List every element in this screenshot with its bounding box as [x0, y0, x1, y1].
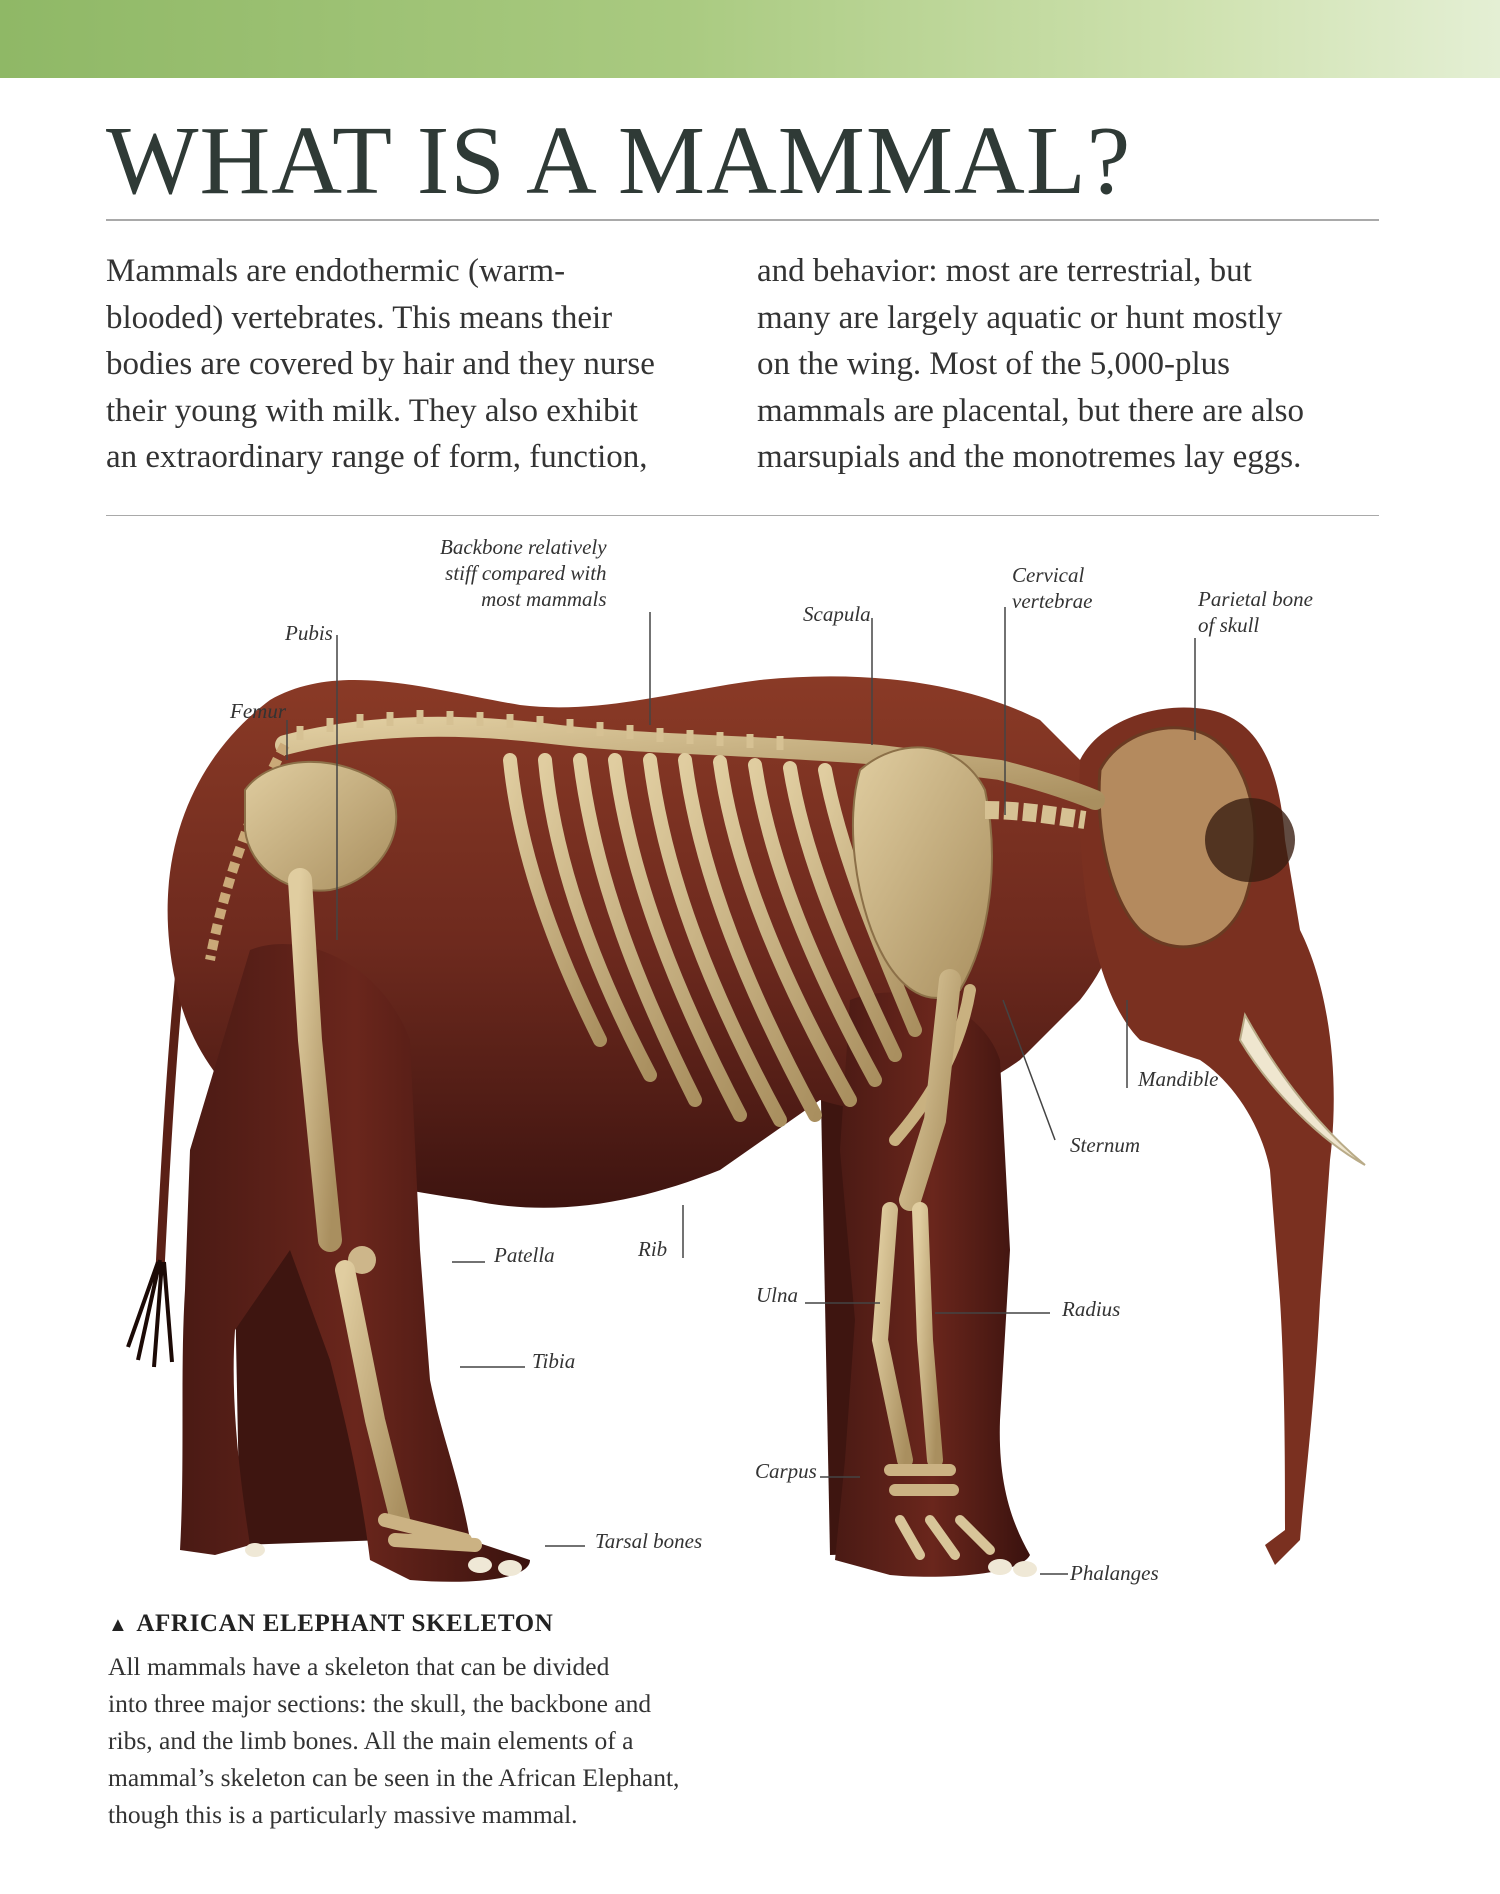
label-rib: Rib — [638, 1237, 668, 1261]
elephant-illustration — [0, 520, 1500, 1610]
intro-line: bodies are covered by hair and they nurse — [106, 346, 655, 382]
intro-line: many are largely aquatic or hunt mostly — [757, 299, 1283, 336]
intro-line: an extraordinary range of form, function, — [106, 439, 648, 475]
intro-line: and behavior: most are terrestrial, but — [757, 253, 1252, 289]
elephant-skeleton-figure — [0, 520, 1500, 1610]
caption-line: into three major sections: the skull, the backbone and — [108, 1689, 652, 1718]
label-backbone: Backbone relatively stiff compared with most mammals — [440, 535, 607, 611]
intro-line: on the wing. Most of the 5,000-plus — [757, 346, 1230, 382]
intro-column-right — [757, 248, 1382, 481]
caption-line: mammal’s skeleton can be seen in the African Elephant, — [108, 1763, 680, 1792]
label-pubis: Pubis — [285, 621, 333, 645]
label-radius: Radius — [1062, 1297, 1121, 1321]
label-femur: Femur — [230, 699, 286, 723]
skull-eye-socket — [1205, 798, 1295, 882]
label-phalanges: Phalanges — [1070, 1561, 1159, 1585]
intro-line: blooded) vertebrates. This means their — [106, 299, 613, 336]
caption-line: though this is a particularly massive mammal. — [108, 1800, 578, 1829]
label-patella: Patella — [494, 1243, 555, 1267]
tail-tuft — [128, 1260, 172, 1367]
intro-line: mammals are placental, but there are also — [757, 392, 1304, 429]
label-mandible: Mandible — [1138, 1067, 1219, 1091]
intro-line: marsupials and the monotremes lay eggs. — [757, 439, 1302, 475]
caption-line: ribs, and the limb bones. All the main elements of a — [108, 1726, 634, 1755]
caption-line: All mammals have a skeleton that can be divided — [108, 1652, 610, 1681]
figure-divider — [106, 515, 1379, 516]
triangle-pointer-icon: ▲ — [108, 1614, 129, 1636]
intro-line: Mammals are endothermic (warm- — [106, 253, 566, 289]
label-tarsal-bones: Tarsal bones — [595, 1529, 703, 1553]
label-tibia: Tibia — [532, 1349, 576, 1373]
label-parietal-bone: Parietal bone of skull — [1198, 587, 1313, 637]
intro-line: their young with milk. They also exhibit — [106, 392, 638, 429]
label-scapula: Scapula — [803, 602, 871, 626]
label-carpus: Carpus — [755, 1459, 817, 1483]
caption-heading: ▲ AFRICAN ELEPHANT SKELETON — [108, 1610, 554, 1637]
intro-column-left — [106, 248, 731, 481]
label-cervical-vertebrae: Cervical vertebrae — [1012, 563, 1093, 613]
title-divider — [106, 219, 1379, 221]
label-ulna: Ulna — [756, 1283, 798, 1307]
label-sternum: Sternum — [1070, 1133, 1140, 1157]
caption-body — [108, 1648, 788, 1833]
page-title: WHAT IS A MAMMAL? — [106, 107, 1132, 215]
header-color-band — [0, 0, 1500, 78]
